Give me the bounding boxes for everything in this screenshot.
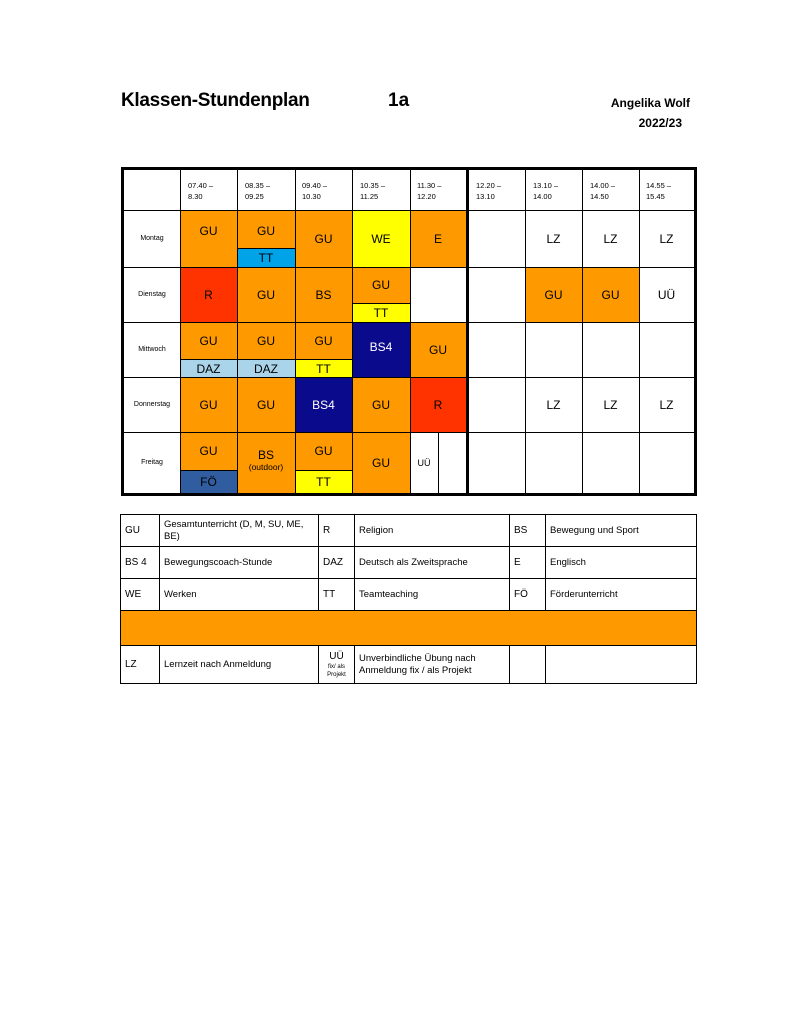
cell-label: GU [544, 287, 563, 302]
cell-do-2 [237, 377, 295, 432]
cell-label: GU [314, 231, 333, 246]
timetable-grid [121, 167, 697, 496]
time-start: 07.40 – [188, 181, 214, 190]
cell-label: TT [316, 361, 331, 376]
cell-label: GU [257, 333, 275, 348]
time-header-2 [245, 180, 270, 202]
legend-key: TT [319, 579, 355, 611]
cell-label: UÜ [417, 457, 431, 468]
legend-value: Religion [355, 515, 510, 547]
grid-line [124, 210, 694, 211]
time-header-8 [590, 180, 615, 202]
cell-label: GU [199, 224, 218, 238]
time-header-1 [188, 180, 213, 202]
cell-label: R [204, 287, 213, 302]
cell-label: E [433, 231, 442, 246]
page-title: Klassen-Stundenplan [121, 90, 310, 111]
cell-do-3 [295, 377, 352, 432]
cell-label: GU [199, 397, 218, 412]
time-start: 10.35 – [360, 181, 386, 190]
grid-line [124, 432, 694, 433]
grid-line [639, 170, 640, 493]
grid-line [180, 170, 181, 493]
cell-fr-1-foe [180, 470, 237, 493]
legend-value: Bewegungscoach-Stunde [160, 547, 319, 579]
cell-label: GU [314, 333, 333, 348]
cell-label: TT [373, 306, 389, 320]
legend-key: FÖ [510, 579, 546, 611]
legend-value: Deutsch als Zweitsprache [355, 547, 510, 579]
legend-value: Bewegung und Sport [546, 515, 697, 547]
cell-label: LZ [659, 397, 674, 412]
time-end: 10.30 [302, 192, 321, 201]
cell-label: LZ [659, 231, 674, 246]
school-year: 2022/23 [638, 116, 682, 130]
cell-mo-3 [295, 210, 352, 267]
legend-value: Förderunterricht [546, 579, 697, 611]
cell-label: WE [371, 231, 391, 246]
cell-label: GU [257, 287, 275, 302]
day-label-wednesday: Mittwoch [138, 346, 166, 353]
time-end: 09.25 [245, 192, 264, 201]
legend-key-subtext: fix/ als Projekt [327, 663, 346, 678]
cell-di-9 [639, 267, 694, 322]
cell-label: GU [372, 278, 390, 292]
time-start: 08.35 – [245, 181, 271, 190]
legend-table [120, 514, 697, 684]
grid-line [124, 267, 694, 268]
time-end: 8.30 [188, 192, 203, 201]
cell-label: GU [257, 397, 275, 412]
time-end: 11.25 [360, 192, 379, 201]
cell-do-4 [352, 377, 410, 432]
time-start: 14.00 – [590, 181, 616, 190]
grid-line [124, 322, 694, 323]
legend-value: Englisch [546, 547, 697, 579]
legend-key-text: UÜ [329, 650, 344, 662]
time-header-7 [533, 180, 558, 202]
cell-label: GU [372, 397, 390, 412]
cell-label: BS4 [369, 340, 393, 354]
grid-line [438, 432, 439, 493]
legend-key: R [319, 515, 355, 547]
cell-do-7 [525, 377, 582, 432]
legend-key: BS 4 [121, 547, 160, 579]
cell-mo-8 [582, 210, 639, 267]
cell-label: BS [257, 448, 274, 462]
cell-fr-3 [295, 432, 352, 470]
legend-value: Unverbindliche Übung nach Anmeldung fix / als Projekt [355, 646, 510, 684]
legend-row [121, 579, 697, 611]
cell-label: GU [372, 455, 390, 470]
cell-do-5 [410, 377, 466, 432]
cell-label: FÖ [200, 475, 217, 489]
cell-fr-1 [180, 432, 237, 470]
cell-di-1 [180, 267, 237, 322]
cell-label: GU [314, 444, 333, 458]
legend-empty [546, 646, 697, 684]
legend-key-uu [319, 646, 355, 684]
time-start: 14.55 – [646, 181, 672, 190]
time-start: 09.40 – [302, 181, 328, 190]
cell-mo-4 [352, 210, 410, 267]
time-header-3 [302, 180, 327, 202]
cell-di-8 [582, 267, 639, 322]
cell-label: LZ [546, 231, 561, 246]
cell-label: GU [199, 444, 218, 458]
cell-label: BS [315, 287, 332, 302]
grid-line [410, 170, 411, 493]
legend-separator [121, 611, 697, 646]
cell-label: UÜ [657, 287, 676, 302]
legend-separator-row [121, 611, 697, 646]
time-header-6 [476, 180, 501, 202]
cell-mi-3-tt [295, 359, 352, 377]
day-label-monday: Montag [140, 235, 164, 242]
cell-fr-2 [237, 432, 295, 493]
legend-value: Gesamtunterricht (D, M, SU, ME, BE) [160, 515, 319, 547]
time-end: 14.00 [533, 192, 552, 201]
cell-mo-5 [410, 210, 466, 267]
time-header-4 [360, 180, 385, 202]
cell-fr-4 [352, 432, 410, 493]
legend-value: Teamteaching [355, 579, 510, 611]
cell-label: LZ [546, 397, 561, 412]
legend-row [121, 646, 697, 684]
legend-key: WE [121, 579, 160, 611]
cell-mi-5 [410, 322, 466, 377]
legend-key: E [510, 547, 546, 579]
cell-label: TT [316, 475, 331, 489]
cell-mi-2-daz [237, 359, 295, 377]
cell-di-4 [352, 267, 410, 303]
cell-di-7 [525, 267, 582, 322]
legend-key: BS [510, 515, 546, 547]
legend-key: GU [121, 515, 160, 547]
time-end: 13.10 [476, 192, 495, 201]
cell-label: GU [601, 287, 620, 302]
time-start: 12.20 – [476, 181, 502, 190]
cell-do-9 [639, 377, 694, 432]
time-header-5 [417, 180, 441, 202]
grid-divider-thick [466, 170, 469, 493]
cell-di-2 [237, 267, 295, 322]
cell-do-8 [582, 377, 639, 432]
cell-label: TT [258, 251, 274, 265]
cell-do-1 [180, 377, 237, 432]
time-end: 14.50 [590, 192, 609, 201]
time-end: 15.45 [646, 192, 665, 201]
time-header-9 [646, 180, 671, 202]
cell-mi-1 [180, 322, 237, 359]
cell-label: BS4 [312, 397, 335, 412]
cell-label: LZ [603, 397, 618, 412]
cell-mo-2 [237, 210, 295, 248]
time-end: 12.20 [417, 192, 436, 201]
cell-mo-9 [639, 210, 694, 267]
legend-row [121, 547, 697, 579]
teacher-name: Angelika Wolf [610, 96, 690, 110]
grid-line [352, 170, 353, 493]
cell-label: GU [257, 224, 275, 238]
legend-value: Werken [160, 579, 319, 611]
legend-value: Lernzeit nach Anmeldung [160, 646, 319, 684]
legend-empty [510, 646, 546, 684]
time-start: 11.30 – [417, 181, 442, 190]
day-label-thursday: Donnerstag [133, 401, 171, 408]
legend-key: DAZ [319, 547, 355, 579]
time-start: 13.10 – [533, 181, 559, 190]
grid-line [237, 170, 238, 493]
legend-key: LZ [121, 646, 160, 684]
grid-line [525, 170, 526, 493]
cell-label: DAZ [196, 361, 221, 376]
cell-mi-4 [352, 322, 410, 377]
grid-line [582, 170, 583, 493]
cell-di-3 [295, 267, 352, 322]
cell-mi-3 [295, 322, 352, 359]
cell-di-4-tt [352, 303, 410, 322]
cell-fr-5 [410, 432, 438, 493]
cell-label: GU [429, 342, 447, 357]
day-label-friday: Freitag [141, 459, 163, 466]
grid-line [124, 377, 694, 378]
legend-row [121, 515, 697, 547]
cell-mo-2-tt [237, 248, 295, 267]
grid-line [295, 170, 296, 493]
cell-label: DAZ [254, 361, 278, 376]
cell-sublabel: (outdoor) [248, 462, 284, 472]
cell-fr-3-tt [295, 470, 352, 493]
cell-mi-2 [237, 322, 295, 359]
day-label-tuesday: Dienstag [138, 291, 166, 298]
cell-label: LZ [603, 231, 618, 246]
cell-mi-1-daz [180, 359, 237, 377]
cell-label: GU [199, 333, 218, 348]
cell-mo-1 [180, 210, 237, 267]
cell-mo-7 [525, 210, 582, 267]
class-name: 1a [388, 90, 410, 111]
cell-label: R [433, 397, 443, 412]
